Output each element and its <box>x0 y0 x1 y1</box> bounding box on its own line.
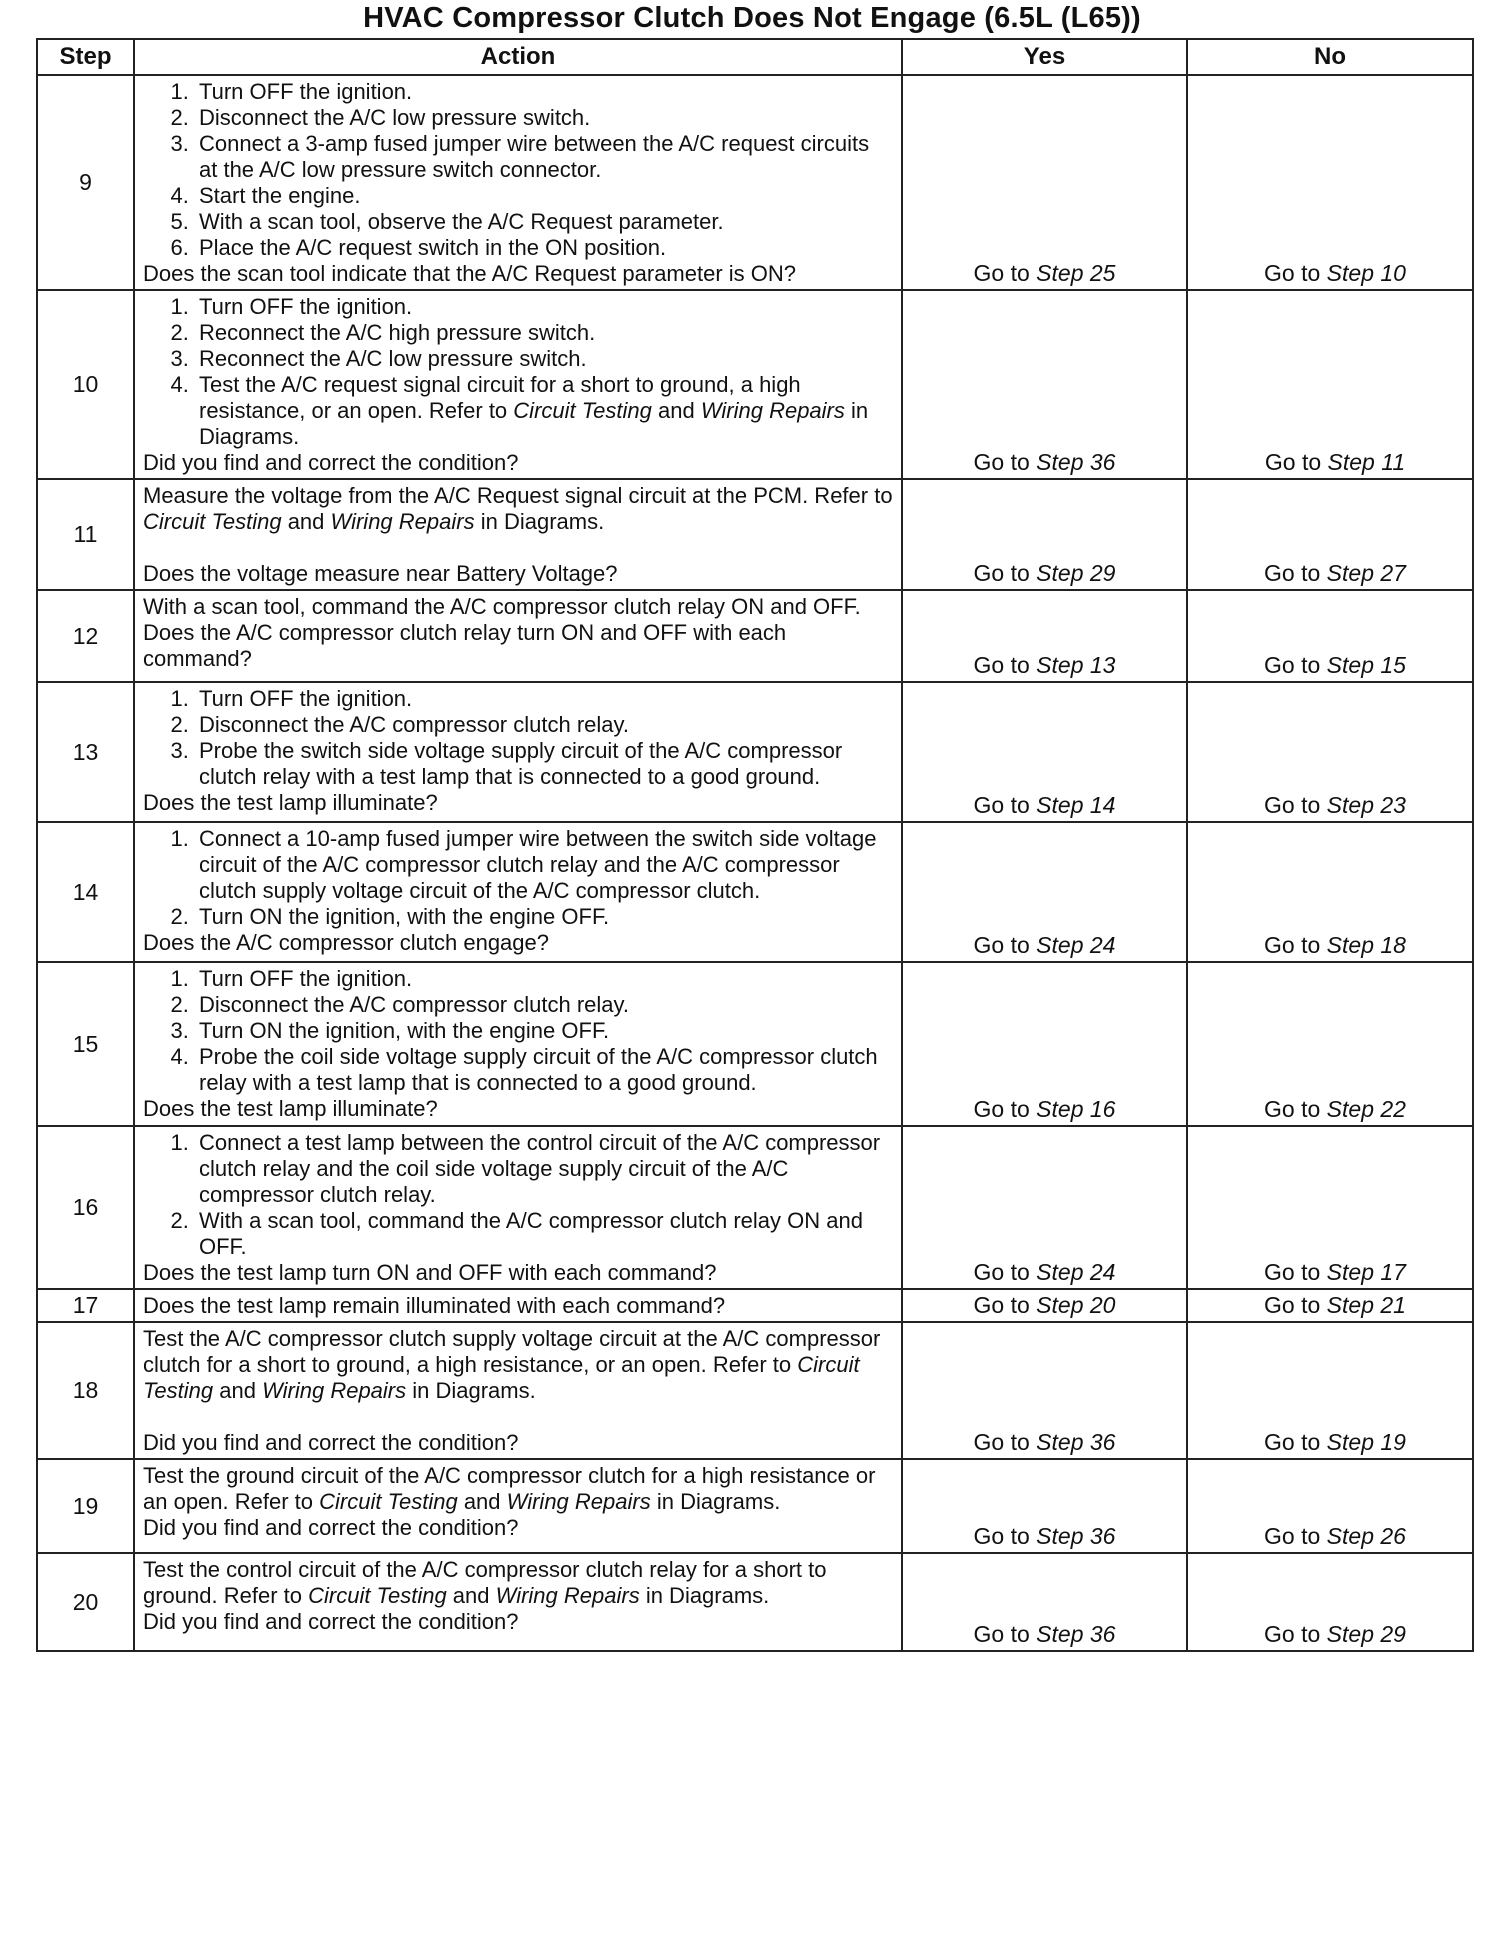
yes-cell: Go to Step 24 <box>902 1126 1187 1289</box>
action-step-list <box>143 826 893 930</box>
step-number: 19 <box>37 1459 134 1553</box>
reference-link-text: Wiring Repairs <box>262 1378 407 1403</box>
yes-cell: Go to Step 14 <box>902 682 1187 822</box>
goto-step-no: Step 26 <box>1326 1523 1406 1549</box>
step-number: 20 <box>37 1553 134 1651</box>
table-row <box>37 1459 1473 1553</box>
action-paragraph: Test the A/C compressor clutch supply voltage circuit at the A/C compressor clutch for a short to ground, a high resistance, or an open. Refer to Circuit Testing and Wiring Repairs in Diagrams. <box>143 1326 881 1403</box>
action-cell <box>134 1322 902 1459</box>
action-question: Does the test lamp turn ON and OFF with each command? <box>143 1260 717 1285</box>
action-step: 1. Turn OFF the ignition. <box>195 686 893 712</box>
goto-step-yes: Step 25 <box>1036 260 1116 286</box>
action-question: Does the voltage measure near Battery Voltage? <box>143 561 618 586</box>
yes-cell: Go to Step 36 <box>902 290 1187 479</box>
step-number: 9 <box>37 75 134 290</box>
goto-step-no: Step 19 <box>1326 1429 1406 1455</box>
step-number: 12 <box>37 590 134 682</box>
action-paragraph: Measure the voltage from the A/C Request signal circuit at the PCM. Refer to Circuit Testing and Wiring Repairs in Diagrams. <box>143 483 893 534</box>
action-step: 4. Probe the coil side voltage supply circuit of the A/C compressor clutch relay with a test lamp that is connected to a good ground. <box>195 1044 893 1096</box>
goto-step-no: Step 15 <box>1326 652 1406 678</box>
table-row <box>37 290 1473 479</box>
no-cell: Go to Step 15 <box>1187 590 1473 682</box>
header-no: No <box>1187 39 1473 75</box>
page-title: HVAC Compressor Clutch Does Not Engage (6.5L (L65)) <box>363 2 1141 34</box>
table-row <box>37 682 1473 822</box>
step-number: 14 <box>37 822 134 962</box>
reference-link-text: Wiring Repairs <box>330 509 475 534</box>
action-step: 4. Start the engine. <box>195 183 893 209</box>
action-question: Does the test lamp illuminate? <box>143 790 438 815</box>
reference-link-text: Circuit Testing <box>308 1583 447 1608</box>
action-question: Did you find and correct the condition? <box>143 1430 519 1455</box>
action-step: 6. Place the A/C request switch in the ON position. <box>195 235 893 261</box>
goto-step-no: Step 17 <box>1326 1259 1406 1285</box>
action-step: 3. Reconnect the A/C low pressure switch. <box>195 346 893 372</box>
no-cell: Go to Step 27 <box>1187 479 1473 590</box>
action-question: Did you find and correct the condition? <box>143 1515 519 1540</box>
yes-cell: Go to Step 36 <box>902 1553 1187 1651</box>
table-row <box>37 1126 1473 1289</box>
action-step: 1. Turn OFF the ignition. <box>195 294 893 320</box>
spacer <box>143 1404 893 1430</box>
action-step: 2. Disconnect the A/C compressor clutch relay. <box>195 992 893 1018</box>
goto-step-no: Step 23 <box>1326 792 1406 818</box>
yes-cell: Go to Step 29 <box>902 479 1187 590</box>
header-yes: Yes <box>902 39 1187 75</box>
action-paragraph: With a scan tool, command the A/C compressor clutch relay ON and OFF. <box>143 594 861 619</box>
goto-step-no: Step 27 <box>1326 560 1406 586</box>
table-row <box>37 590 1473 682</box>
goto-step-no: Step 11 <box>1327 449 1406 475</box>
no-cell: Go to Step 18 <box>1187 822 1473 962</box>
goto-step-no: Step 22 <box>1326 1096 1406 1122</box>
action-cell <box>134 1553 902 1651</box>
action-step-list <box>143 686 893 790</box>
header-step: Step <box>37 39 134 75</box>
reference-link-text: Circuit Testing <box>513 398 652 423</box>
action-cell <box>134 1126 902 1289</box>
goto-step-yes: Step 13 <box>1036 652 1116 678</box>
goto-step-yes: Step 16 <box>1036 1096 1116 1122</box>
reference-link-text: Circuit Testing <box>319 1489 458 1514</box>
action-cell <box>134 290 902 479</box>
no-cell: Go to Step 22 <box>1187 962 1473 1126</box>
goto-step-yes: Step 29 <box>1036 560 1116 586</box>
action-question: Does the A/C compressor clutch engage? <box>143 930 550 955</box>
yes-cell: Go to Step 36 <box>902 1322 1187 1459</box>
no-cell: Go to Step 19 <box>1187 1322 1473 1459</box>
table-header-row <box>37 39 1473 75</box>
action-cell <box>134 75 902 290</box>
action-question: Does the A/C compressor clutch relay turn ON and OFF with each command? <box>143 620 787 671</box>
action-cell <box>134 479 902 590</box>
action-question: Does the test lamp remain illuminated with each command? <box>143 1293 726 1318</box>
action-step: 3. Connect a 3-amp fused jumper wire between the A/C request circuits at the A/C low pressure switch connector. <box>195 131 893 183</box>
yes-cell: Go to Step 20 <box>902 1289 1187 1322</box>
goto-step-yes: Step 36 <box>1036 1429 1116 1455</box>
action-step-list <box>143 966 893 1096</box>
step-number: 11 <box>37 479 134 590</box>
action-cell <box>134 822 902 962</box>
action-cell <box>134 1289 902 1322</box>
action-step: 2. With a scan tool, command the A/C compressor clutch relay ON and OFF. <box>195 1208 893 1260</box>
action-step: 2. Disconnect the A/C low pressure switch. <box>195 105 893 131</box>
action-step: 4. Test the A/C request signal circuit for a short to ground, a high resistance, or an open. Refer to Circuit Testing and Wiring Repairs in Diagrams. <box>195 372 893 450</box>
step-number: 15 <box>37 962 134 1126</box>
action-step: 2. Turn ON the ignition, with the engine OFF. <box>195 904 893 930</box>
goto-step-yes: Step 36 <box>1036 1621 1116 1647</box>
table-row <box>37 822 1473 962</box>
action-step: 5. With a scan tool, observe the A/C Request parameter. <box>195 209 893 235</box>
action-step: 3. Turn ON the ignition, with the engine OFF. <box>195 1018 893 1044</box>
no-cell: Go to Step 23 <box>1187 682 1473 822</box>
goto-step-no: Step 29 <box>1326 1621 1406 1647</box>
goto-step-no: Step 21 <box>1326 1292 1406 1318</box>
goto-step-yes: Step 24 <box>1036 1259 1116 1285</box>
step-number: 17 <box>37 1289 134 1322</box>
goto-step-yes: Step 20 <box>1036 1292 1116 1318</box>
no-cell: Go to Step 10 <box>1187 75 1473 290</box>
header-action: Action <box>134 39 902 75</box>
action-step: 3. Probe the switch side voltage supply circuit of the A/C compressor clutch relay with a test lamp that is connected to a good ground. <box>195 738 893 790</box>
no-cell: Go to Step 29 <box>1187 1553 1473 1651</box>
action-step-list <box>143 79 893 261</box>
no-cell: Go to Step 21 <box>1187 1289 1473 1322</box>
yes-cell: Go to Step 25 <box>902 75 1187 290</box>
action-step: 1. Connect a test lamp between the control circuit of the A/C compressor clutch relay and the coil side voltage supply circuit of the A/C compressor clutch relay. <box>195 1130 893 1208</box>
action-question: Did you find and correct the condition? <box>143 1609 519 1634</box>
goto-step-yes: Step 36 <box>1036 449 1116 475</box>
action-cell <box>134 1459 902 1553</box>
step-number: 16 <box>37 1126 134 1289</box>
action-cell <box>134 962 902 1126</box>
goto-step-yes: Step 24 <box>1036 932 1116 958</box>
goto-step-no: Step 10 <box>1326 260 1406 286</box>
action-step: 1. Connect a 10-amp fused jumper wire between the switch side voltage circuit of the A/C compressor clutch relay and the A/C compressor clutch supply voltage circuit of the A/C compressor clutch. <box>195 826 893 904</box>
goto-step-yes: Step 14 <box>1036 792 1116 818</box>
action-step: 2. Disconnect the A/C compressor clutch relay. <box>195 712 893 738</box>
yes-cell: Go to Step 36 <box>902 1459 1187 1553</box>
yes-cell: Go to Step 13 <box>902 590 1187 682</box>
action-paragraph: Test the control circuit of the A/C compressor clutch relay for a short to ground. Refer to Circuit Testing and Wiring Repairs in Diagrams. <box>143 1557 827 1608</box>
step-number: 10 <box>37 290 134 479</box>
action-step-list <box>143 294 893 450</box>
action-cell <box>134 682 902 822</box>
reference-link-text: Wiring Repairs <box>506 1489 651 1514</box>
table-row <box>37 1553 1473 1651</box>
table-row <box>37 1322 1473 1459</box>
step-number: 13 <box>37 682 134 822</box>
action-step: 2. Reconnect the A/C high pressure switch. <box>195 320 893 346</box>
reference-link-text: Wiring Repairs <box>495 1583 640 1608</box>
action-question: Did you find and correct the condition? <box>143 450 519 475</box>
no-cell: Go to Step 26 <box>1187 1459 1473 1553</box>
goto-step-no: Step 18 <box>1326 932 1406 958</box>
yes-cell: Go to Step 16 <box>902 962 1187 1126</box>
no-cell: Go to Step 11 <box>1187 290 1473 479</box>
step-number: 18 <box>37 1322 134 1459</box>
table-row <box>37 479 1473 590</box>
action-question: Does the scan tool indicate that the A/C Request parameter is ON? <box>143 261 797 286</box>
no-cell: Go to Step 17 <box>1187 1126 1473 1289</box>
goto-step-yes: Step 36 <box>1036 1523 1116 1549</box>
yes-cell: Go to Step 24 <box>902 822 1187 962</box>
spacer <box>143 535 893 561</box>
action-step-list <box>143 1130 893 1260</box>
reference-link-text: Circuit Testing <box>143 509 282 534</box>
diagnostic-table <box>36 38 1474 1652</box>
table-row <box>37 1289 1473 1322</box>
action-question: Does the test lamp illuminate? <box>143 1096 438 1121</box>
action-paragraph: Test the ground circuit of the A/C compressor clutch for a high resistance or an open. Refer to Circuit Testing and Wiring Repairs in Diagrams. <box>143 1463 876 1514</box>
table-row <box>37 75 1473 290</box>
reference-link-text: Wiring Repairs <box>700 398 845 423</box>
reference-link-text: Circuit Testing <box>143 1352 860 1403</box>
action-step: 1. Turn OFF the ignition. <box>195 966 893 992</box>
table-row <box>37 962 1473 1126</box>
action-cell <box>134 590 902 682</box>
action-step: 1. Turn OFF the ignition. <box>195 79 893 105</box>
